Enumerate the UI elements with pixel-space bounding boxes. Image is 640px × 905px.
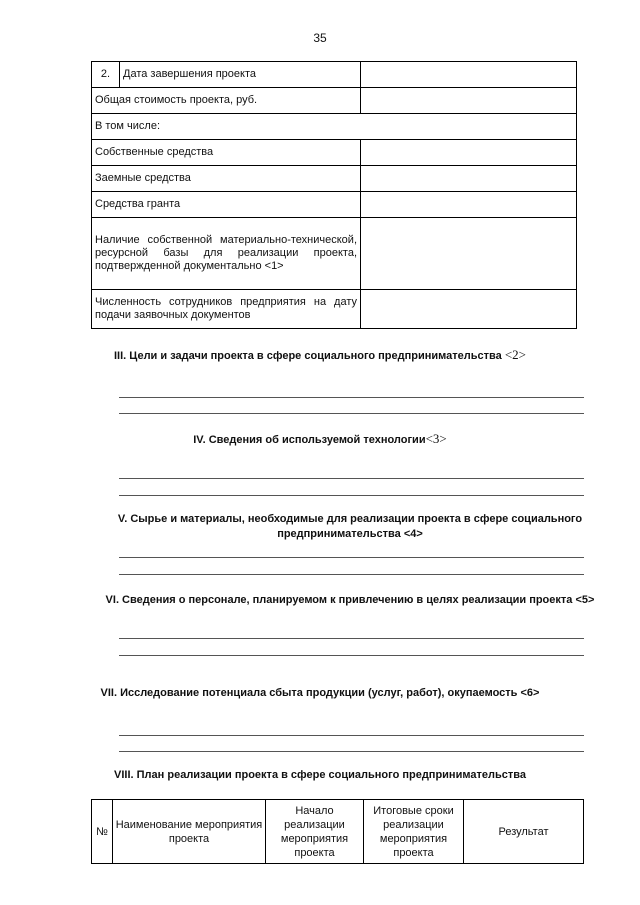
grant-funds-label: Средства гранта [92, 192, 361, 218]
page-number: 35 [313, 31, 327, 45]
table-row [92, 218, 577, 290]
table-header-row [92, 800, 584, 864]
total-cost-value[interactable] [361, 88, 577, 114]
material-base-label: Наличие собственной материально-технической, ресурсной базы для реализации проекта, подтвержденной документально <1> [92, 218, 361, 290]
staff-count-label: Численность сотрудников предприятия на дату подачи заявочных документов [92, 290, 361, 329]
section-6-heading: VI. Сведения о персонале, планируемом к привлечению в целях реализации проекта <5> [105, 594, 595, 606]
section-3-title: III. Цели и задачи проекта в сфере социального предпринимательства [114, 350, 502, 362]
section-3-footnote-ref: <2> [504, 347, 526, 362]
header-result: Результат [464, 800, 584, 864]
borrowed-funds-label: Заемные средства [92, 166, 361, 192]
fill-line[interactable] [119, 478, 584, 479]
table-row [92, 140, 577, 166]
fill-line[interactable] [119, 751, 584, 752]
table-row [92, 62, 577, 88]
section-8-heading: VIII. План реализации проекта в сфере социального предпринимательства [114, 769, 526, 781]
fill-line[interactable] [119, 655, 584, 656]
fill-line[interactable] [119, 413, 584, 414]
table-row [92, 290, 577, 329]
section-7-heading: VII. Исследование потенциала сбыта продукции (услуг, работ), окупаемость <6> [100, 687, 540, 699]
fill-line[interactable] [119, 574, 584, 575]
header-start: Начало реализации мероприятия проекта [266, 800, 364, 864]
section-3-heading [0, 347, 640, 364]
implementation-plan-table [91, 799, 584, 864]
grant-funds-value[interactable] [361, 192, 577, 218]
staff-count-value[interactable] [361, 290, 577, 329]
section-4-footnote-ref: <3> [425, 431, 447, 446]
row-number: 2. [92, 62, 120, 88]
material-base-value[interactable] [361, 218, 577, 290]
header-deadline: Итоговые сроки реализации мероприятия проекта [364, 800, 464, 864]
table-row [92, 166, 577, 192]
table-row [92, 88, 577, 114]
completion-date-label: Дата завершения проекта [120, 62, 361, 88]
table-row [92, 192, 577, 218]
table-row [92, 114, 577, 140]
own-funds-value[interactable] [361, 140, 577, 166]
fill-line[interactable] [119, 495, 584, 496]
fill-line[interactable] [119, 638, 584, 639]
header-number: № [92, 800, 113, 864]
section-4-heading [0, 431, 640, 448]
including-label: В том числе: [92, 114, 577, 140]
header-activity-name: Наименование мероприятия проекта [113, 800, 266, 864]
project-info-table [91, 61, 577, 329]
section-4-title: IV. Сведения об используемой технологии [193, 434, 426, 446]
own-funds-label: Собственные средства [92, 140, 361, 166]
fill-line[interactable] [119, 397, 584, 398]
section-5-heading: V. Сырье и материалы, необходимые для реализации проекта в сфере социального предпринимательства <4> [117, 513, 583, 540]
fill-line[interactable] [119, 735, 584, 736]
borrowed-funds-value[interactable] [361, 166, 577, 192]
completion-date-value[interactable] [361, 62, 577, 88]
total-cost-label: Общая стоимость проекта, руб. [92, 88, 361, 114]
fill-line[interactable] [119, 557, 584, 558]
